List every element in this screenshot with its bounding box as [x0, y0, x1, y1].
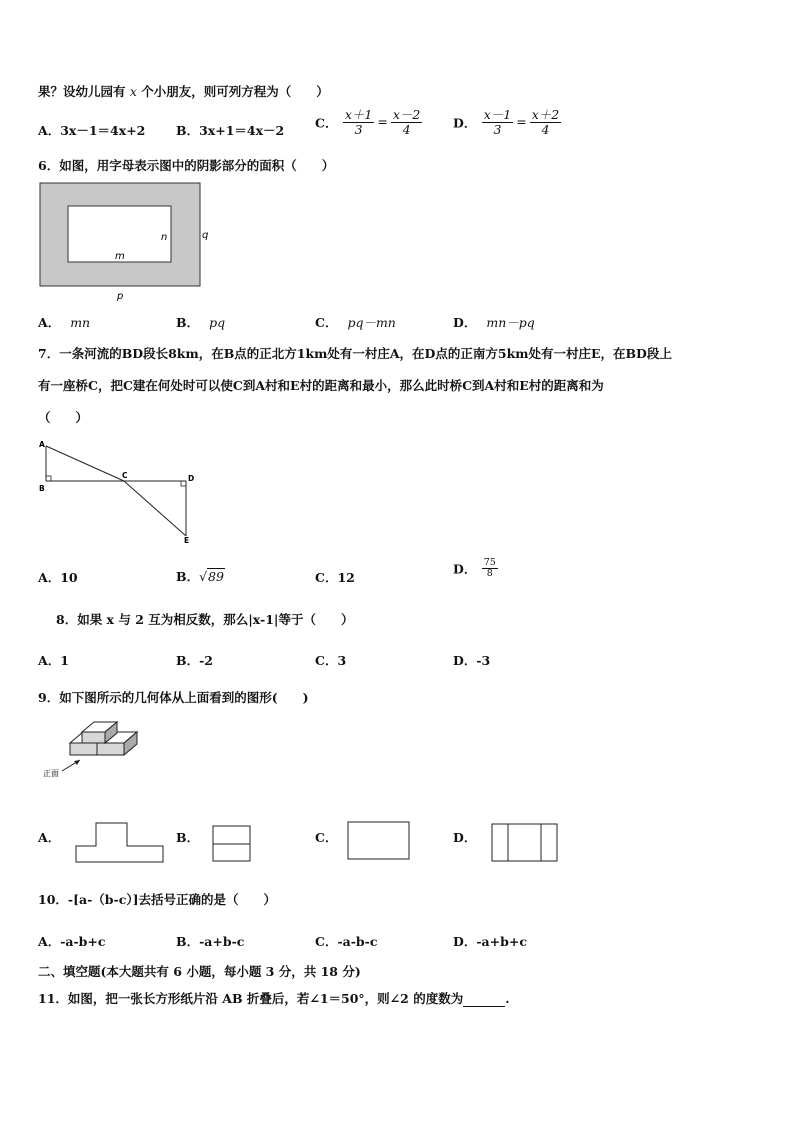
label-q: q — [202, 230, 209, 241]
q8-option-d: D．-3 — [453, 653, 491, 668]
q9-option-b-shape — [212, 825, 252, 863]
front-label: 正面 — [43, 769, 59, 778]
q5-option-a: A．3x－1＝4x+2 — [38, 123, 146, 138]
section-heading: 二、填空题(本大题共有 6 小题，每小题 3 分，共 18 分) — [38, 964, 361, 979]
q7-d-fraction: $\frac{75}{8}$ — [483, 557, 496, 579]
q5-option-c: C． $\frac{x+1}{3}$ = $\frac{x-2}{4}$ — [315, 107, 421, 137]
answer-blank[interactable] — [463, 994, 505, 1007]
q8-option-c: C．3 — [315, 653, 347, 668]
q9-option-a-label: A． — [38, 830, 61, 845]
q8-option-b: B．-2 — [176, 653, 213, 668]
q7-option-c: C．12 — [315, 570, 355, 585]
q8-stem: 8．如果 x 与 2 互为相反数，那么|x-1|等于（ ） — [56, 612, 354, 627]
q10-option-c: C．-a-b-c — [315, 934, 378, 949]
q6-option-d: D． mn－pq — [453, 315, 535, 330]
q9-option-c-shape — [347, 821, 411, 861]
q9-stem: 9．如下图所示的几何体从上面看到的图形( ) — [38, 690, 309, 705]
q5-option-b: B．3x+1＝4x－2 — [176, 123, 285, 138]
q6-stem: 6．如图，用字母表示图中的阴影部分的面积（ ） — [38, 158, 335, 173]
q10-stem: 10．-[a-（b-c）]去括号正确的是（ ） — [38, 892, 276, 907]
point-E: E — [184, 536, 190, 544]
q7-option-b: B．√89 — [176, 569, 224, 584]
point-A: A — [39, 440, 45, 449]
q10-option-d: D．-a+b+c — [453, 934, 527, 949]
q5-d-left-fraction: $\frac{x-1}{3}$ — [483, 107, 512, 137]
point-C: C — [122, 471, 128, 480]
q9-option-d-label: D． — [453, 830, 477, 845]
q7-stem-line1: 7．一条河流的BD段长8km，在B点的正北方1km处有一村庄A，在D点的正南方5km处有一村庄E，在BD段上 — [38, 346, 672, 361]
q10-option-a: A．-a-b+c — [38, 934, 106, 949]
q7-figure — [36, 436, 206, 544]
q5-c-left-fraction: $\frac{x+1}{3}$ — [344, 107, 373, 137]
sqrt-89: √89 — [199, 569, 224, 584]
q9-solid-figure — [40, 715, 150, 785]
q7-stem-line2: 有一座桥C，把C建在何处时可以使C到A村和E村的距离和最小，那么此时桥C到A村和E村的距离和为 — [38, 378, 604, 393]
q6-option-c: C． pq－mn — [315, 315, 396, 330]
q5-option-d: D． $\frac{x-1}{3}$ = $\frac{x+2}{4}$ — [453, 107, 560, 137]
q9-option-b-label: B． — [176, 830, 200, 845]
point-D: D — [188, 474, 195, 483]
q5-d-right-fraction: $\frac{x+2}{4}$ — [531, 107, 560, 137]
q10-option-b: B．-a+b-c — [176, 934, 245, 949]
right-angle-d — [181, 481, 186, 486]
point-B: B — [39, 484, 45, 493]
q9-option-d-shape — [491, 823, 559, 863]
q6-option-a: A． mn — [38, 315, 91, 330]
q6-figure — [36, 178, 226, 304]
q7-option-a: A．10 — [38, 570, 78, 585]
q5-stem: 果？设幼儿园有 x 个小朋友，则可列方程为（ ） — [38, 84, 329, 99]
label-n: n — [161, 232, 168, 243]
q9-option-a-shape — [75, 822, 165, 864]
q7-stem-line3: （ ） — [38, 410, 89, 425]
label-p: p — [117, 291, 124, 302]
q8-option-a: A．1 — [38, 653, 69, 668]
q7-option-d: D． $\frac{75}{8}$ — [453, 557, 496, 579]
q6-option-b: B． pq — [176, 315, 226, 330]
label-m: m — [115, 251, 125, 262]
q11-stem: 11．如图，把一张长方形纸片沿 AB 折叠后，若∠1＝50°，则∠2 的度数为 . — [38, 991, 510, 1006]
q9-option-c-label: C． — [315, 830, 338, 845]
right-angle-b — [46, 476, 51, 481]
q5-c-right-fraction: $\frac{x-2}{4}$ — [392, 107, 421, 137]
